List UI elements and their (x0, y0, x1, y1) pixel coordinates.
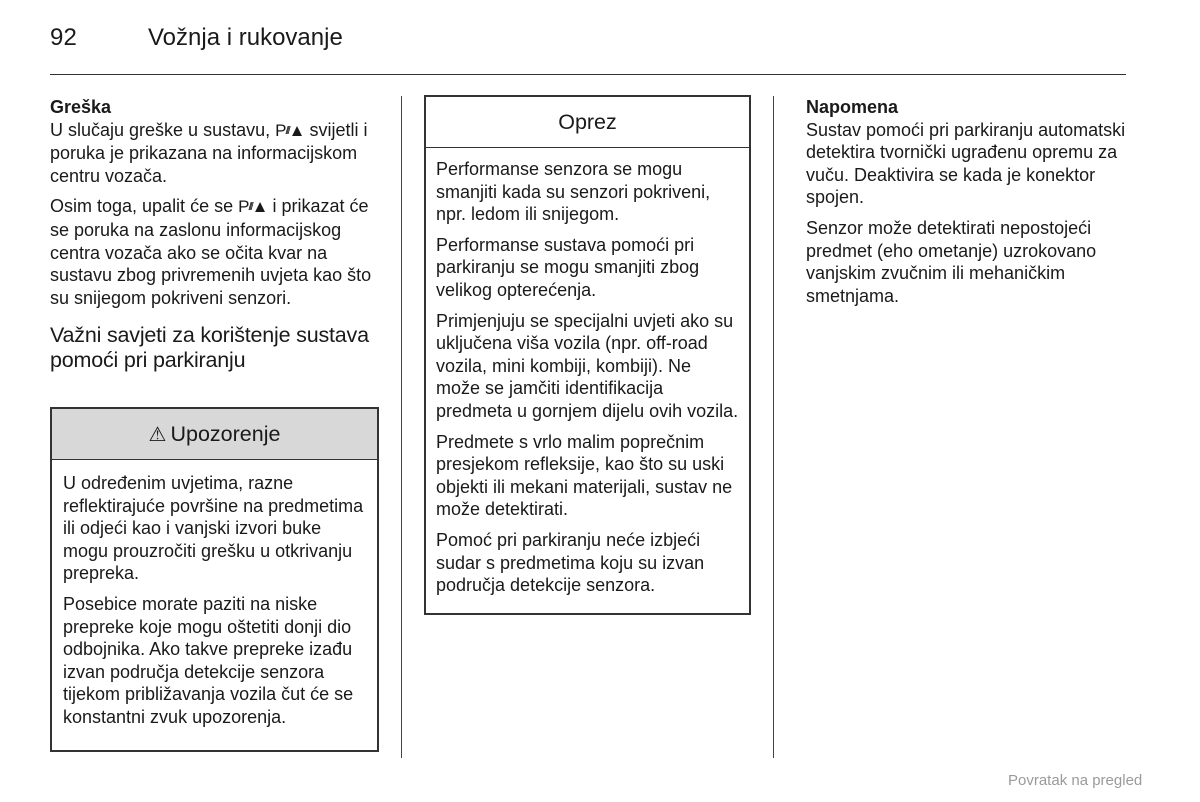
warning-triangle-icon: ⚠ (148, 423, 167, 446)
caution-box (424, 95, 751, 615)
note-paragraph: Sustav pomoći pri parkiranju automatski detektira tvornički ugrađenu opremu za vuču. Deaktivira se kada je konektor spojen. (806, 119, 1126, 208)
column-1 (50, 96, 380, 373)
error-p1-text-a: U slučaju greške u sustavu, (50, 119, 271, 140)
warning-body (52, 460, 377, 729)
caution-header (426, 97, 749, 148)
page-header (50, 24, 1126, 60)
warning-paragraph-1: U određenim uvjetima, razne reflektirajuće površine na predmetima ili odjeći kao i vanjski izvori buke mogu prouzročiti grešku u otkrivanju prepreka. (63, 473, 364, 584)
note-heading: Napomena (806, 97, 899, 117)
parking-assist-icon: P///▲ (238, 197, 268, 217)
warning-paragraph-2: Posebice morate paziti na niske prepreke koje mogu oštetiti donji dio odbojnika. Ako takve prepreke izađu izvan područja detekcije senzora tijekom približavanja vozila čut će se konstantni zvuk upozorenja. (63, 593, 354, 727)
column-divider-2 (773, 96, 774, 758)
error-paragraph-1 (50, 119, 380, 188)
parking-assist-icon: P///▲ (275, 120, 305, 140)
caution-paragraph: Primjenjuju se specijalni uvjeti ako su uključena viša vozila (npr. off-road vozila, mini kombiji, kombiji). Ne može se jamčiti identifikacija predmeta u gornjem dijelu ovih vozila. (436, 310, 739, 421)
page-title: Vožnja i rukovanje (148, 24, 343, 51)
section-heading: Važni savjeti za korištenje sustava pomoći pri parkiranju (50, 323, 369, 373)
page-number: 92 (50, 24, 78, 51)
warning-box (50, 407, 379, 752)
error-p2-text-a: Osim toga, upalit će se (50, 196, 234, 217)
column-3 (806, 96, 1136, 315)
caution-title: Oprez (558, 109, 617, 134)
caution-paragraph: Performanse sustava pomoći pri parkiranju se mogu smanjiti zbog velikog opterećenja. (436, 234, 700, 300)
back-to-overview-link[interactable]: Povratak na pregled (1008, 772, 1143, 789)
caution-paragraph: Performanse senzora se mogu smanjiti kada su senzori pokriveni, npr. ledom ili snijegom. (436, 159, 711, 225)
error-p2-text-b: i prikazat će se poruka na zaslonu informacijskog centra vozača ako se očita kvar na sustavu zbog privremenih uvjeta kao što su snijegom pokriveni senzori. (50, 196, 372, 308)
column-divider-1 (401, 96, 402, 758)
header-divider (50, 74, 1126, 75)
error-p1-text-b: svijetli i poruka je prikazana na informacijskom centru vozača. (50, 119, 368, 186)
warning-header (52, 409, 377, 460)
warning-title: Upozorenje (170, 421, 281, 446)
caution-paragraph: Pomoć pri parkiranju neće izbjeći sudar s predmetima koju su izvan područja detekcije senzora. (436, 529, 705, 596)
note-paragraph: Senzor može detektirati nepostojeći predmet (eho ometanje) uzrokovano vanjskim zvučnim ili mehaničkim smetnjama. (806, 217, 1097, 306)
error-paragraph-2 (50, 195, 380, 309)
error-heading: Greška (50, 97, 112, 117)
caution-body (426, 148, 749, 597)
caution-paragraph: Predmete s vrlo malim poprečnim presjekom refleksije, kao što su uski objekti ili mekani materijali, sustav ne može detektirati. (436, 431, 733, 520)
